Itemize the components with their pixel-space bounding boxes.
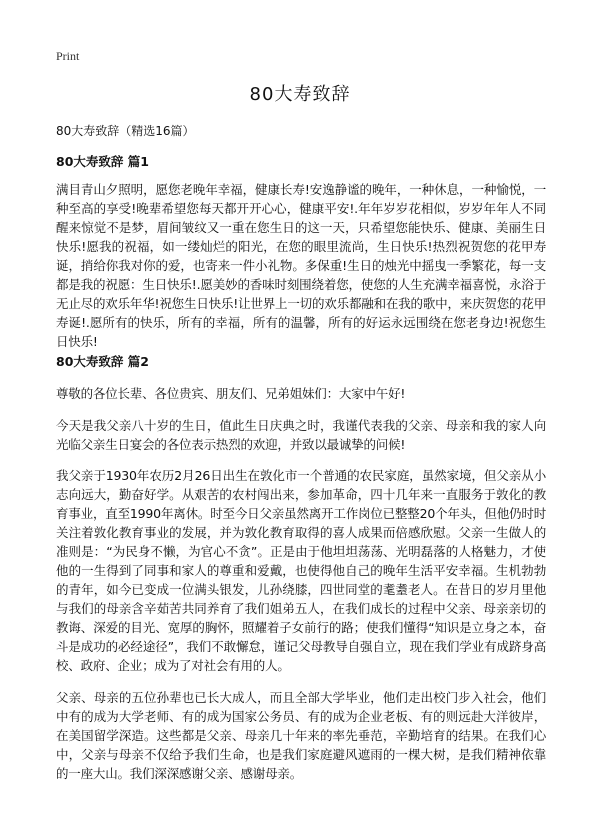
page-title: 80大寿致辞 — [249, 84, 351, 105]
section-2-paragraph-3: 我父亲于1930年农历2月26日出生在敦化市一个普通的农民家庭，虽然家境，但父亲从小志向远大，勤奋好学。从艰苦的农村闯出来，参加革命，四十几年来一直服务于敦化的教育事业，直至1990年离休。时至今日父亲虽然离开工作岗位已整整20个年头，但他仍时时关注着敦化教育事业的发展，并为敦化教育取得的喜人成果而倍感欣慰。父亲一生做人的准则是：“为民身不懒，为官心不贪”。正是由于他坦坦荡荡、光明磊落的人格魅力，才使他的一生得到了同事和家人的尊重和爱戴，也使得他自己的晚年生活平安幸福。生机勃勃的青年，如今已变成一位满头银发，儿孙绕膝，四世同堂的耄耋老人。在昔日的岁月里他与我们的母亲含辛茹苦共同养育了我们姐弟五人，在我们成长的过程中父亲、母亲亲切的教诲、深爱的目光、宽厚的胸怀，照耀着子女前行的路；使我们懂得“知识是立身之本，奋斗是成功的必经途径”，我们不敢懈怠，谨记父母教导自强自立，现在我们学业有成跻身高校、政府、企业；成为了对社会有用的人。 — [56, 468, 546, 673]
section-heading-2: 80大寿致辞 篇2 — [56, 354, 149, 369]
section-2-paragraph-1: 尊敬的各位长辈、各位贵宾、朋友们、兄弟姐妹们：大家中午好! — [56, 386, 406, 401]
print-link[interactable]: Print — [56, 49, 80, 63]
section-2-paragraph-2: 今天是我父亲八十岁的生日，值此生日庆典之时，我谨代表我的父亲、母亲和我的家人向光临父亲生日宴会的各位表示热烈的欢迎，并致以最诚挚的问候! — [56, 418, 546, 452]
section-1-paragraph-1: 满目青山夕照明，愿您老晚年幸福，健康长寿!安逸静谧的晚年，一种休息，一种愉悦，一种至高的享受!晚辈希望您每天都开开心心，健康平安!.年年岁岁花相似，岁岁年年人不同醒来惊觉不是梦，眉间皱纹又一重在您生日的这一天，只希望您能快乐、健康、美丽生日快乐!愿我的祝福，如一缕灿烂的阳光，在您的眼里流尚，生日快乐!热烈祝贺您的花甲寿诞，捎给你我对你的爱，也寄来一件小礼物。多保重!生日的烛光中摇曳一季繁花，每一支都是我的祝愿：生日快乐!.愿美妙的香味时刻围绕着您，使您的人生充满幸福喜悦，永浴于无止尽的欢乐年华!祝您生日快乐!让世界上一切的欢乐都融和在我的歌中，来庆贺您的花甲寿诞!.愿所有的快乐，所有的幸福，所有的温馨，所有的好运永远围绕在您老身边!祝您生日快乐! — [56, 182, 546, 349]
section-2-paragraph-4: 父亲、母亲的五位孙辈也已长大成人，而且全部大学毕业，他们走出校门步入社会，他们中有的成为大学老师、有的成为国家公务员、有的成为企业老板、有的则远赴大洋彼岸，在美国留学深造。这些都是父亲、母亲几十年来的率先垂范，辛勤培育的结果。在我们心中，父亲与母亲不仅给予我们生命，也是我们家庭避风遮雨的一棵大树，是我们精神依靠的一座大山。我们深深感谢父亲、感谢母亲。 — [56, 690, 546, 781]
section-heading-1: 80大寿致辞 篇1 — [56, 154, 149, 169]
document-subtitle: 80大寿致辞（精选16篇） — [56, 124, 195, 138]
